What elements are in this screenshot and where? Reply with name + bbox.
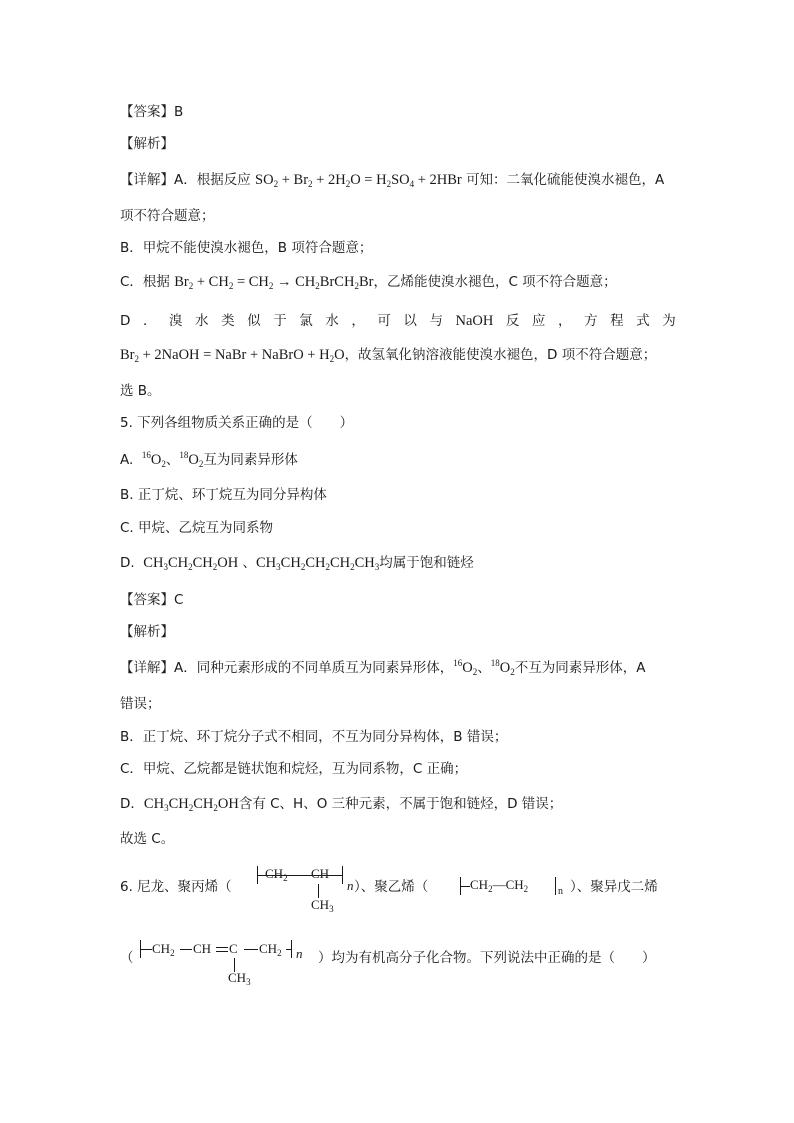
polyisoprene-structure: $CH_2$ CH C $CH_3$ $CH_2$ n xyxy=(138,938,318,988)
justified-word: 可 xyxy=(377,313,391,329)
justified-word: 反 xyxy=(505,313,520,329)
question-5-stem: 5. 下列各组物质关系正确的是（ ） xyxy=(120,415,354,431)
justified-word: 类 xyxy=(221,313,235,329)
justified-word: ， xyxy=(558,313,572,329)
explanation-d-q4 xyxy=(120,310,676,332)
equation-so2-br2: $SO_2 + Br_2 + 2H_2O = H_2SO_4 + 2HBr$ xyxy=(255,172,462,189)
justified-word: 水 xyxy=(195,313,209,329)
explanation-a-cont-q4: 项不符合题意； xyxy=(120,208,215,224)
justified-word: 方 xyxy=(584,313,598,329)
option-c-q5: C. 甲烷、乙烷互为同系物 xyxy=(120,520,274,536)
justified-word: NaOH xyxy=(455,313,494,329)
conclusion-q5: 故选 C。 xyxy=(120,831,175,847)
justified-word: D xyxy=(120,313,131,329)
explanation-b-q5: B．正丁烷、环丁烷分子式不相同，不互为同分异构体，B 错误； xyxy=(120,729,508,745)
conclusion-q4: 选 B。 xyxy=(120,383,161,399)
equation-br2-naoh: $Br_2$ + 2NaOH = NaBr + NaBrO + $H_2O$ xyxy=(120,347,345,364)
question-6-stem-line1c: ）、聚异戊二烯 xyxy=(570,879,658,895)
justified-word: 似 xyxy=(247,313,261,329)
answer-line-q4 xyxy=(120,101,183,123)
question-6-stem-line1: 6. 尼龙、聚丙烯（ xyxy=(120,879,232,895)
justified-word: 与 xyxy=(429,313,443,329)
explanation-b-q4: B．甲烷不能使溴水褪色，B 项符合题意； xyxy=(120,240,373,256)
question-6-stem-line2: ）均为有机高分子化合物。下列说法中正确的是（ ） xyxy=(318,950,656,966)
explanation-a-q5: 【详解】A．同种元素形成的不同单质互为同素异形体，$^{16}O_2$、$^{18}O_2$不互为同素异形体，A xyxy=(120,658,646,677)
question-6-stem-line1b: ）、聚乙烯（ xyxy=(354,879,429,895)
question-6-stem-line2-open: （ xyxy=(120,950,134,966)
answer-value: B xyxy=(174,104,184,120)
justified-word: 水 xyxy=(325,313,339,329)
justified-word: 应 xyxy=(531,313,546,329)
justified-word: ， xyxy=(351,313,365,329)
polyethylene-structure: $CH_2—CH_2$ n xyxy=(458,876,568,902)
equation-br2-ethylene: $Br_2 + CH_2 = CH_2$ → $CH_2BrCH_2Br$ xyxy=(174,274,374,291)
justified-word: 于 xyxy=(273,313,287,329)
analysis-tag-q5: 【解析】 xyxy=(120,624,174,640)
justified-word: 以 xyxy=(403,313,417,329)
justified-word: 式 xyxy=(636,313,650,329)
polypropylene-structure: $CH_2$ CH $CH_3$ n xyxy=(255,860,355,916)
justified-word: 氯 xyxy=(299,313,313,329)
explanation-c-q4: C．根据 $Br_2 + CH_2 = CH_2$ → $CH_2BrCH_2Br$，乙烯能使溴水褪色，C 项不符合题意； xyxy=(120,274,617,291)
answer-line-q5: 【答案】C xyxy=(120,592,184,608)
answer-tag: 【答案】 xyxy=(120,104,174,120)
option-a-q5: A. $^{16}O_2$、$^{18}O_2$互为同素异形体 xyxy=(120,450,298,469)
explanation-a-q4: 【详解】A．根据反应 $SO_2 + Br_2 + 2H_2O = H_2SO_4 + 2HBr$ 可知：二氧化硫能使溴水褪色，A xyxy=(120,172,665,189)
justified-word: 溴 xyxy=(169,313,183,329)
justified-word: 程 xyxy=(610,313,624,329)
option-d-q5: D. $CH_3CH_2CH_2OH$ 、$CH_3CH_2CH_2CH_2CH_3$均属于饱和链烃 xyxy=(120,555,474,572)
option-b-q5: B. 正丁烷、环丁烷互为同分异构体 xyxy=(120,487,327,503)
explanation-d-eq-q4: $Br_2$ + 2NaOH = NaBr + NaBrO + $H_2O$，故氢氧化钠溶液能使溴水褪色，D 项不符合题意； xyxy=(120,347,657,364)
justified-word: ． xyxy=(142,313,157,329)
explanation-a-cont-q5: 错误； xyxy=(120,696,161,712)
explanation-c-q5: C．甲烷、乙烷都是链状饱和烷烃，互为同系物，C 正确； xyxy=(120,761,468,777)
analysis-tag-q4: 【解析】 xyxy=(120,136,174,152)
justified-word: 为 xyxy=(662,313,676,329)
explanation-d-q5: D．$CH_3CH_2CH_2OH$含有 C、H、O 三种元素，不属于饱和链烃，D 错误； xyxy=(120,796,563,813)
answer-value: C xyxy=(174,592,184,608)
